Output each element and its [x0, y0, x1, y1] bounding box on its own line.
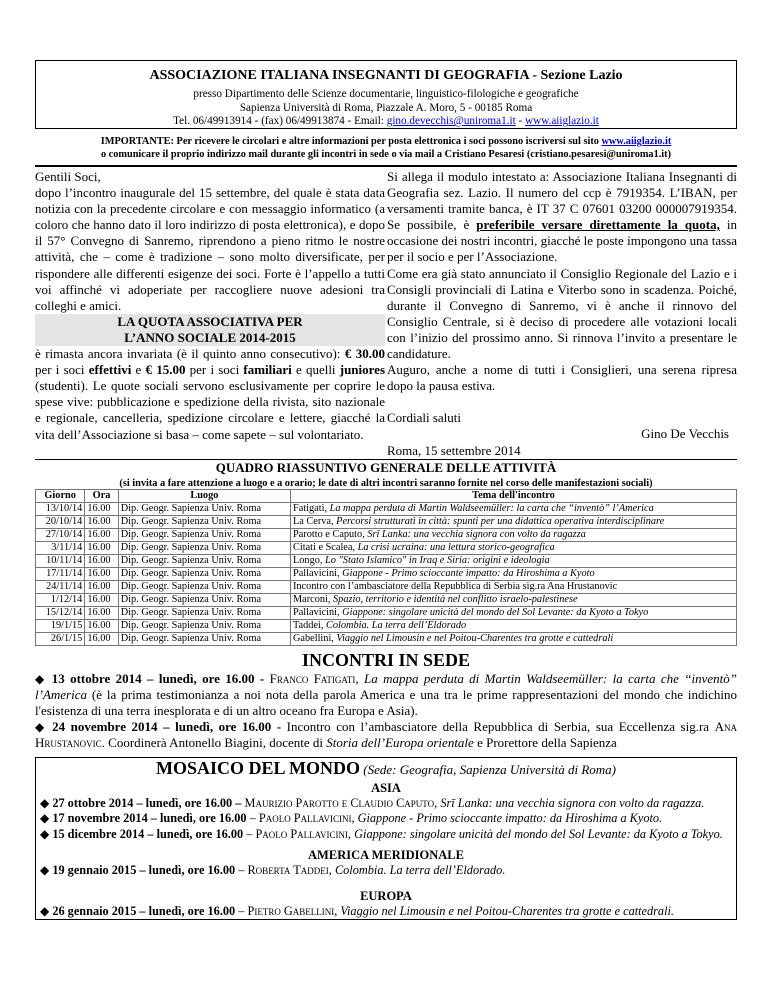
cell-place: Dip. Geogr. Sapienza Univ. Roma [118, 515, 290, 528]
cell-time: 16.00 [85, 580, 118, 593]
cell-day: 1/12/14 [36, 593, 85, 606]
contact-line [42, 115, 730, 129]
association-title: ASSOCIAZIONE ITALIANA INSEGNANTI DI GEOGRAFIA - Sezione Lazio [149, 68, 623, 83]
table-row [36, 580, 737, 593]
cell-day: 13/10/14 [36, 502, 85, 515]
website-link[interactable]: www.aiiglazio.it [525, 115, 599, 127]
cell-day: 3/11/14 [36, 541, 85, 554]
letter-columns [35, 169, 737, 459]
table-row [36, 502, 737, 515]
table-header-row [36, 489, 737, 502]
cell-time: 16.00 [85, 502, 118, 515]
cell-time: 16.00 [85, 593, 118, 606]
council-paragraph: Come era già stato annunciato il Consiglio Regionale del Lazio e i Consigli provinciali di Latina e Viterbo sono in scadenza. Poiché, durante il Convegno di Sanremo, vi è anche il rinnovo del Consiglio Centrale, si è deciso di procedere alle votazioni locali con l’inizio del prossimo anno. Si rinnova l’invito a presentare le candidature. [387, 265, 737, 362]
cell-topic: Citati e Scalea, La crisi ucraina: una lettura storico-geografica [290, 541, 736, 554]
cell-time: 16.00 [85, 554, 118, 567]
cell-place: Dip. Geogr. Sapienza Univ. Roma [118, 632, 290, 645]
cell-time: 16.00 [85, 632, 118, 645]
col-day: Giorno [36, 489, 85, 502]
sede-title: INCONTRI IN SEDE [301, 649, 471, 670]
cell-day: 10/11/14 [36, 554, 85, 567]
cell-topic: Pallavicini, Giappone: singolare unicità del mondo del Sol Levante: da Kyoto a Tokyo [290, 606, 736, 619]
schedule-body [36, 502, 737, 645]
intro-paragraph: dopo l’incontro inaugurale del 15 settembre, del quale è stata data notizia con la precedente circolare e con messaggio informatico (a coloro che hanno dato il loro indirizzo di posta elettronica), e dopo il 57° Convegno di Sanremo, riprendono a pieno ritmo le nostre attività, che – come è tradizione – sono molto diversificate, per rispondere alle differenti esigenze dei soci. Forte è l’appello a tutti voi affinché vi adoperiate per raccogliere nuove adesioni tra colleghi e amici. [35, 185, 385, 313]
cell-place: Dip. Geogr. Sapienza Univ. Roma [118, 593, 290, 606]
diamond-bullet-icon: ◆ [35, 719, 47, 734]
cell-place: Dip. Geogr. Sapienza Univ. Roma [118, 528, 290, 541]
right-column [387, 169, 737, 459]
cell-place: Dip. Geogr. Sapienza Univ. Roma [118, 541, 290, 554]
quota-paragraph: è rimasta ancora invariata (è il quinto anno consecutivo): € 30.00 per i soci effettivi e € 15.00 per i soci familiari e quelli juniores (studenti). Le quote sociali servono esclusivamente per coprire le spese vive: pubblicazione e spedizione della rivista, sito nazionale e regionale, cancelleria, spedizione circolare e lettere, giacché la vita dell’Associazione si basa – come sapete – sul volontariato. [35, 346, 386, 442]
summary-note: (si invita a fare attenzione a luogo e a orario; le date di altri incontri saranno fornite nel corso delle manifestazioni sociali) [119, 477, 653, 489]
table-row [36, 567, 737, 580]
table-row [36, 554, 737, 567]
document-page [35, 60, 737, 920]
cell-topic: Marconi, Spazio, territorio e identità nel conflitto israelo-palestinese [290, 593, 736, 606]
cell-time: 16.00 [85, 606, 118, 619]
cell-day: 27/10/14 [36, 528, 85, 541]
separator: - [515, 115, 526, 127]
site-link[interactable]: www.aiiglazio.it [601, 136, 672, 147]
mosaico-box [35, 757, 737, 921]
mosaico-entry-1: ◆ 27 ottobre 2014 – lunedì, ore 16.00 – Maurizio Parotto e Claudio Caputo, Srī Lanka: una vecchia signora con volto da ragazza. [40, 795, 705, 810]
summary-title: QUADRO RIASSUNTIVO GENERALE DELLE ATTIVITÀ [35, 459, 737, 476]
region-south-america: AMERICA MERIDIONALE [308, 848, 464, 863]
diamond-bullet-icon: ◆ [40, 903, 50, 918]
cell-time: 16.00 [85, 541, 118, 554]
table-row [36, 632, 737, 645]
cell-day: 19/1/15 [36, 619, 85, 632]
cell-place: Dip. Geogr. Sapienza Univ. Roma [118, 619, 290, 632]
mosaico-entry-4: ◆ 19 gennaio 2015 – lunedì, ore 16.00 – Roberta Taddei, Colombia. La terra dell’Eldorado. [40, 863, 506, 878]
diamond-bullet-icon: ◆ [40, 811, 50, 826]
diamond-bullet-icon: ◆ [40, 826, 50, 841]
cell-day: 17/11/14 [36, 567, 85, 580]
table-row [36, 515, 737, 528]
cell-day: 15/12/14 [36, 606, 85, 619]
region-europe: EUROPA [360, 888, 412, 903]
cell-place: Dip. Geogr. Sapienza Univ. Roma [118, 502, 290, 515]
cell-topic: Fatigati, La mappa perduta di Martin Waldseemüller: la carta che “inventò” l’America [290, 502, 736, 515]
cell-time: 16.00 [85, 528, 118, 541]
cell-topic: Parotto e Caputo, Srī Lanka: una vecchia signora con volto da ragazza [290, 528, 736, 541]
phone-fax: Tel. 06/49913914 - (fax) 06/49913874 - Email: [173, 115, 387, 127]
wishes-paragraph: Auguro, anche a nome di tutti i Consiglieri, una serena ripresa dopo la pausa estiva. [387, 362, 737, 394]
cell-time: 16.00 [85, 619, 118, 632]
cell-topic: Incontro con l’ambasciatore della Repubblica di Serbia sig.ra Ana Hrustanovic [290, 580, 736, 593]
cell-topic: Longo, Lo "Stato Islamico" in Iraq e Siria: origini e ideologia [290, 554, 736, 567]
schedule-table [35, 489, 737, 646]
cell-time: 16.00 [85, 567, 118, 580]
cell-topic: Pallavicini, Giappone - Primo scioccante impatto: da Hiroshima a Kyoto [290, 567, 736, 580]
cell-time: 16.00 [85, 515, 118, 528]
mosaico-entry-3: ◆ 15 dicembre 2014 – lunedì, ore 16.00 – Paolo Pallavicini, Giappone: singolare unicità del mondo del Sol Levante: da Kyoto a Tokyo. [40, 826, 723, 841]
diamond-bullet-icon: ◆ [40, 863, 50, 878]
mosaico-heading: MOSAICO DEL MONDO (Sede: Geografia, Sapienza Università di Roma) [156, 757, 616, 778]
greeting: Gentili Soci, [35, 169, 101, 184]
cell-topic: La Cerva, Percorsi strutturati in città: spunti per una didattica operativa interdisciplinare [290, 515, 736, 528]
table-row [36, 593, 737, 606]
address-line-1: presso Dipartimento delle Scienze documentarie, linguistico-filologiche e geografiche [193, 88, 579, 100]
letter-date: Roma, 15 settembre 2014 [387, 442, 521, 458]
table-row [36, 606, 737, 619]
cell-day: 20/10/14 [36, 515, 85, 528]
table-row [36, 528, 737, 541]
address-line-2: Sapienza Università di Roma, Piazzale A. Moro, 5 - 00185 Roma [239, 101, 533, 114]
sede-entry-2: ◆ 24 novembre 2014 – lunedì, ore 16.00 - Incontro con l’ambasciatore della Repubblica di Serbia, sua Eccellenza sig.ra Ana Hrustanovic. Coordinerà Antonello Biagini, docente di Storia dell’Europa orientale e Prorettore della Sapienza [35, 718, 737, 750]
diamond-bullet-icon: ◆ [40, 795, 50, 810]
email-link[interactable]: gino.devecchis@uniroma1.it [386, 115, 516, 127]
important-notice: IMPORTANTE: Per ricevere le circolari e altre informazioni per posta elettronica i soci possono iscriversi sul sito www.aiiglazio.it o comunicare il proprio indirizzo mail durante gli incontri in sede o via mail a Cristiano Pesaresi (cristiano.pesaresi@uniroma1.it) [35, 135, 737, 167]
cell-topic: Gabellini, Viaggio nel Limousin e nel Poitou-Charentes tra grotte e cattedrali [290, 632, 736, 645]
table-row [36, 541, 737, 554]
cell-place: Dip. Geogr. Sapienza Univ. Roma [118, 580, 290, 593]
cell-topic: Taddei, Colombia. La terra dell’Eldorado [290, 619, 736, 632]
cell-place: Dip. Geogr. Sapienza Univ. Roma [118, 606, 290, 619]
mosaico-entry-5: ◆ 26 gennaio 2015 – lunedì, ore 16.00 – Pietro Gabellini, Viaggio nel Limousin e nel Poitou-Charentes tra grotte e cattedrali. [40, 903, 674, 918]
signature: Gino De Vecchis [641, 426, 729, 442]
region-asia: ASIA [371, 780, 401, 795]
table-row [36, 619, 737, 632]
letterhead [35, 60, 737, 129]
left-column [35, 169, 385, 459]
closing: Cordiali saluti [387, 410, 462, 426]
cell-place: Dip. Geogr. Sapienza Univ. Roma [118, 567, 290, 580]
col-time: Ora [85, 489, 118, 502]
col-place: Luogo [118, 489, 290, 502]
cell-day: 24/11/14 [36, 580, 85, 593]
col-topic: Tema dell'incontro [290, 489, 736, 502]
payment-paragraph: Si allega il modulo intestato a: Associazione Italiana Insegnanti di Geografia sez. Lazio. Il numero del ccp è 7919354. L’IBAN, per versamenti tramite banca, è IT 37 C 07601 03200 000007919354. Se possibile, è preferibile versare direttamente la quota, in occasione dei nostri incontri, giacché le poste impongono una tassa per il socio e per l’Associazione. [387, 169, 737, 265]
sede-entry-1: ◆ 13 ottobre 2014 – lunedì, ore 16.00 - Franco Fatigati, La mappa perduta di Martin Waldseemüller: la carta che “inventò” l’America (è la prima testimonianza a noi nota della parola America e una tra le prime rappresentazioni del mondo che indichino l'esistenza di una terra inesplorata e di un altro oceano fra Europa e Asia). [35, 670, 737, 718]
cell-day: 26/1/15 [36, 632, 85, 645]
quota-heading: LA QUOTA ASSOCIATIVA PER L’ANNO SOCIALE 2014-2015 [35, 314, 385, 346]
mosaico-entry-2: ◆ 17 novembre 2014 – lunedì, ore 16.00 – Paolo Pallavicini, Giappone - Primo scioccante impatto: da Hiroshima a Kyoto. [40, 811, 663, 826]
diamond-bullet-icon: ◆ [35, 671, 47, 686]
cell-place: Dip. Geogr. Sapienza Univ. Roma [118, 554, 290, 567]
